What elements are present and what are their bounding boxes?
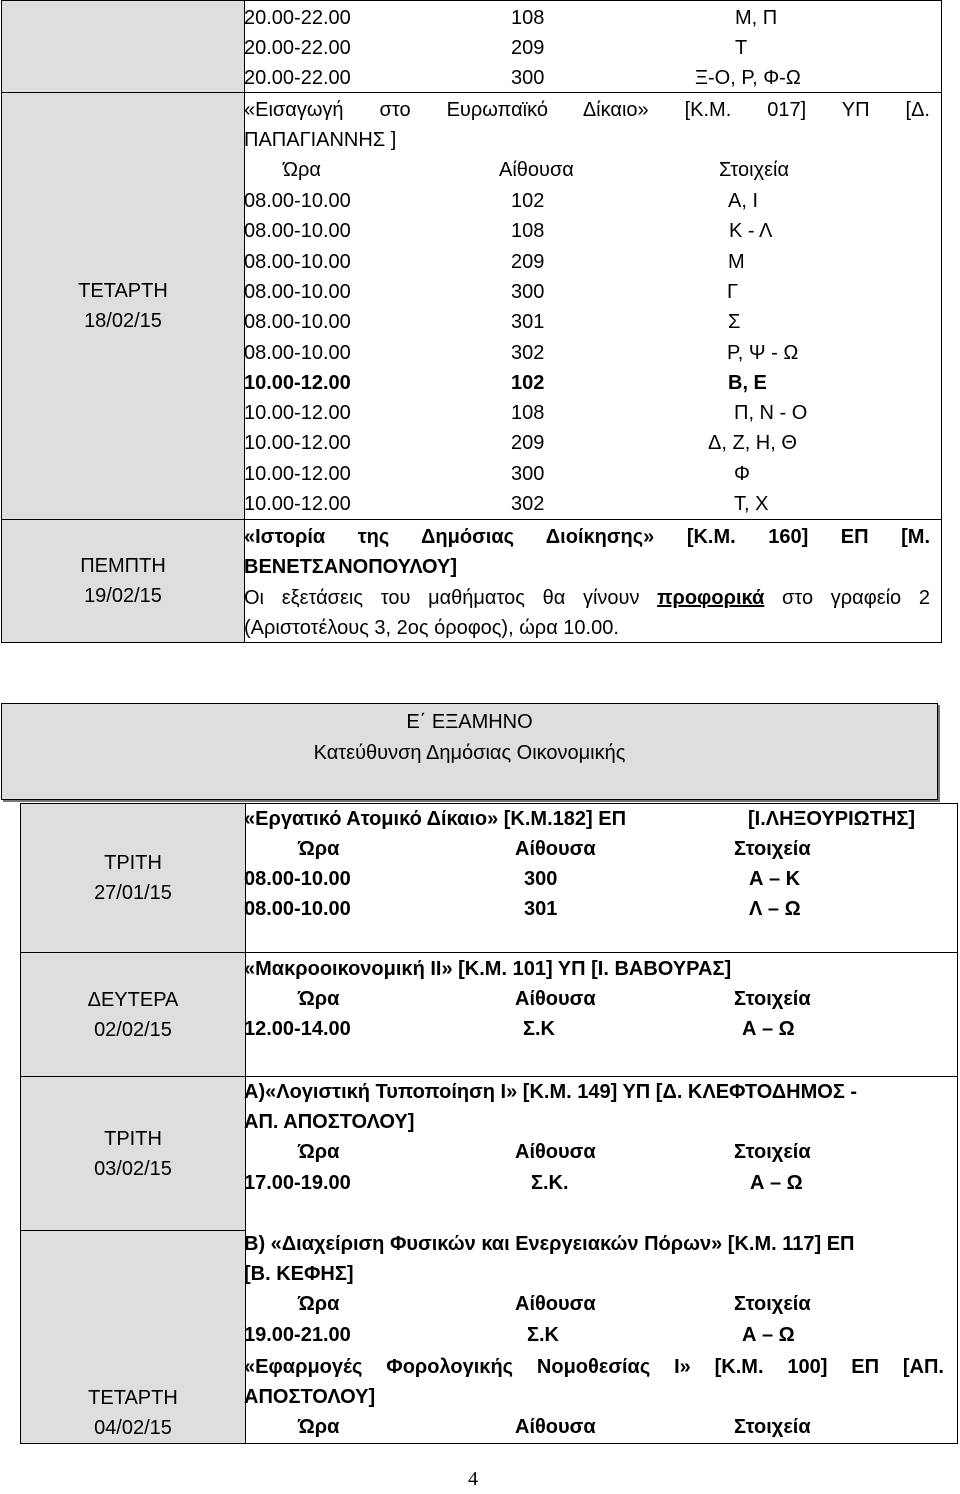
header-letters: Στοιχεία <box>734 1293 811 1315</box>
slot-room: 302 <box>511 341 545 364</box>
slot-letters: Ξ-Ο, Ρ, Φ-Ω <box>695 67 801 89</box>
slot-letters: Σ <box>728 311 741 334</box>
header-room: Αίθουσα <box>515 1141 596 1163</box>
course-a-instructor: ΑΠ. ΑΠΟΣΤΟΛΟΥ] <box>244 1111 415 1133</box>
slot-letters: Β, Ε <box>728 371 767 394</box>
slot-time: 19.00-21.00 <box>244 1324 351 1346</box>
day-date: 27/01/15 <box>94 882 172 904</box>
day-date: 18/02/15 <box>84 310 162 332</box>
day-cell-wednesday-04 <box>20 1230 246 1444</box>
course-title: «Μακροοικονομική ΙΙ» [Κ.Μ. 101] ΥΠ [Ι. ΒΑΒΟΥΡΑΣ] <box>244 958 732 980</box>
course-instructor: ΒΕΝΕΤΣΑΝΟΠΟΥΛΟΥ] <box>244 556 457 578</box>
slot-letters: Τ, Χ <box>734 493 769 515</box>
slot-room: 209 <box>511 432 545 455</box>
slot-time: 08.00-10.00 <box>244 311 351 334</box>
header-letters: Στοιχεία <box>734 1416 811 1438</box>
slot-room: 300 <box>511 280 545 303</box>
course-title: «Εισαγωγή στο Ευρωπαϊκό Δίκαιο» [Κ.Μ. 017] ΥΠ [Δ. <box>244 99 930 121</box>
header-time: Ώρα <box>298 838 340 860</box>
exam-note-location: (Αριστοτέλους 3, 2ος όροφος), ώρα 10.00. <box>244 617 619 639</box>
slot-room: 300 <box>524 868 558 890</box>
note-text-pre: Οι εξετάσεις του μαθήματος θα γίνουν <box>244 587 640 609</box>
header-room: Αίθουσα <box>515 988 596 1010</box>
slot-time: 08.00-10.00 <box>244 190 351 212</box>
slot-room: 209 <box>511 250 545 273</box>
slot-letters: Α – Ω <box>750 1172 803 1194</box>
semester-title: Ε΄ ΕΞΑΜΗΝΟ <box>406 711 533 733</box>
slot-letters: Α, Ι <box>728 190 759 212</box>
slot-letters: Τ <box>735 37 748 59</box>
day-name: ΠΕΜΠΤΗ <box>80 555 166 577</box>
slot-room: 102 <box>511 371 545 394</box>
exam-note <box>244 583 930 613</box>
course-title: «Ιστορία της Δημόσιας Διοίκησης» [Κ.Μ. 160] ΕΠ [Μ. <box>244 526 930 548</box>
slot-time: 08.00-10.00 <box>244 280 351 303</box>
slot-letters: Μ, Π <box>735 7 778 29</box>
day-date: 02/02/15 <box>94 1018 172 1041</box>
slot-time: 08.00-10.00 <box>244 898 351 920</box>
slot-room: 300 <box>511 462 545 485</box>
course-b-title: Β) «Διαχείριση Φυσικών και Ενεργειακών Πόρων» [Κ.Μ. 117] ΕΠ <box>244 1233 855 1255</box>
note-emphasis: προφορικά <box>657 587 765 609</box>
day-name: ΔΕΥΤΕΡΑ <box>87 988 179 1011</box>
course-instructor: ΠΑΠΑΓΙΑΝΝΗΣ ] <box>244 129 397 151</box>
day-cell-thursday-19 <box>1 519 245 643</box>
day-cell-tuesday-27 <box>20 803 246 953</box>
note-text-post: στο γραφείο 2 <box>782 587 930 609</box>
day-cell-wednesday-18 <box>1 92 245 520</box>
day-name: ΤΕΤΑΡΤΗ <box>88 1387 178 1409</box>
slot-time: 20.00-22.00 <box>244 7 351 29</box>
course-title: «Εργατικό Ατομικό Δίκαιο» [Κ.Μ.182] ΕΠ <box>244 808 627 830</box>
header-letters: Στοιχεία <box>734 988 811 1010</box>
slot-letters: Α – Ω <box>742 1018 795 1040</box>
day-name: ΤΡΙΤΗ <box>104 852 162 874</box>
slot-room: 108 <box>511 7 545 29</box>
slot-time: 08.00-10.00 <box>244 250 351 273</box>
semester-header <box>1 703 938 800</box>
header-time: Ώρα <box>298 1293 340 1315</box>
slot-time: 12.00-14.00 <box>244 1018 351 1040</box>
day-name: ΤΕΤΑΡΤΗ <box>78 280 168 302</box>
slot-room: 108 <box>511 402 545 425</box>
slot-letters: Γ <box>727 280 739 303</box>
header-time: Ώρα <box>298 1416 340 1438</box>
header-letters: Στοιχεία <box>734 1141 811 1163</box>
slot-time: 10.00-12.00 <box>244 462 351 485</box>
slot-time: 10.00-12.00 <box>244 493 351 515</box>
slot-room: 102 <box>511 190 545 212</box>
course-instructor: [Ι.ΛΗΞΟΥΡΙΩΤΗΣ] <box>748 808 916 830</box>
slot-room: 301 <box>524 898 558 920</box>
header-room: Αίθουσα <box>515 1293 596 1315</box>
header-room: Αίθουσα <box>499 159 574 181</box>
day-date: 19/02/15 <box>84 585 162 607</box>
slot-letters: Α – Κ <box>749 868 801 890</box>
slot-letters: Μ <box>728 250 745 273</box>
slot-room: 302 <box>511 493 545 515</box>
header-time: Ώρα <box>283 159 321 181</box>
slot-room: 300 <box>511 67 545 89</box>
slot-room: 108 <box>511 220 545 243</box>
course-b-instructor: [Β. ΚΕΦΗΣ] <box>244 1263 354 1285</box>
slot-time: 17.00-19.00 <box>244 1172 351 1194</box>
slot-letters: Ρ, Ψ - Ω <box>727 341 799 364</box>
header-room: Αίθουσα <box>515 1416 596 1438</box>
semester-subtitle: Κατεύθυνση Δημόσιας Οικονομικής <box>313 742 626 764</box>
slot-room: Σ.Κ. <box>531 1172 569 1194</box>
page-number: 4 <box>468 1468 478 1490</box>
day-date: 03/02/15 <box>94 1157 172 1180</box>
slot-letters: Α – Ω <box>742 1324 795 1346</box>
slot-letters: Φ <box>734 462 750 485</box>
slot-letters: Δ, Ζ, Η, Θ <box>708 432 797 455</box>
slot-room: Σ.Κ <box>523 1018 556 1040</box>
slot-time: 10.00-12.00 <box>244 432 351 455</box>
slot-time: 10.00-12.00 <box>244 402 351 425</box>
slot-time: 08.00-10.00 <box>244 220 351 243</box>
slot-time: 08.00-10.00 <box>244 341 351 364</box>
slot-time: 20.00-22.00 <box>244 37 351 59</box>
course-title: «Εφαρμογές Φορολογικής Νομοθεσίας Ι» [Κ.Μ. 100] ΕΠ [ΑΠ. <box>244 1356 944 1378</box>
slot-time: 20.00-22.00 <box>244 67 351 89</box>
header-letters: Στοιχεία <box>719 159 790 181</box>
header-time: Ώρα <box>298 988 340 1010</box>
header-letters: Στοιχεία <box>734 838 811 860</box>
slot-letters: Κ - Λ <box>729 220 773 243</box>
day-cell-continued <box>1 0 245 93</box>
slot-time: 08.00-10.00 <box>244 868 351 890</box>
day-date: 04/02/15 <box>94 1417 172 1439</box>
slot-room: 301 <box>511 311 545 334</box>
slot-time: 10.00-12.00 <box>244 371 351 394</box>
header-room: Αίθουσα <box>515 838 596 860</box>
course-instructor: ΑΠΟΣΤΟΛΟΥ] <box>244 1386 376 1408</box>
slot-room: 209 <box>511 37 545 59</box>
slot-room: Σ.Κ <box>527 1324 560 1346</box>
slot-letters: Λ – Ω <box>749 898 801 920</box>
day-cell-monday-02 <box>20 952 246 1077</box>
day-cell-tuesday-03 <box>20 1076 246 1231</box>
course-a-title: Α)«Λογιστική Τυποποίηση Ι» [Κ.Μ. 149] ΥΠ [Δ. ΚΛΕΦΤΟΔΗΜΟΣ - <box>244 1081 858 1103</box>
day-name: ΤΡΙΤΗ <box>104 1127 162 1150</box>
header-time: Ώρα <box>298 1141 340 1163</box>
slot-letters: Π, Ν - Ο <box>734 402 808 425</box>
